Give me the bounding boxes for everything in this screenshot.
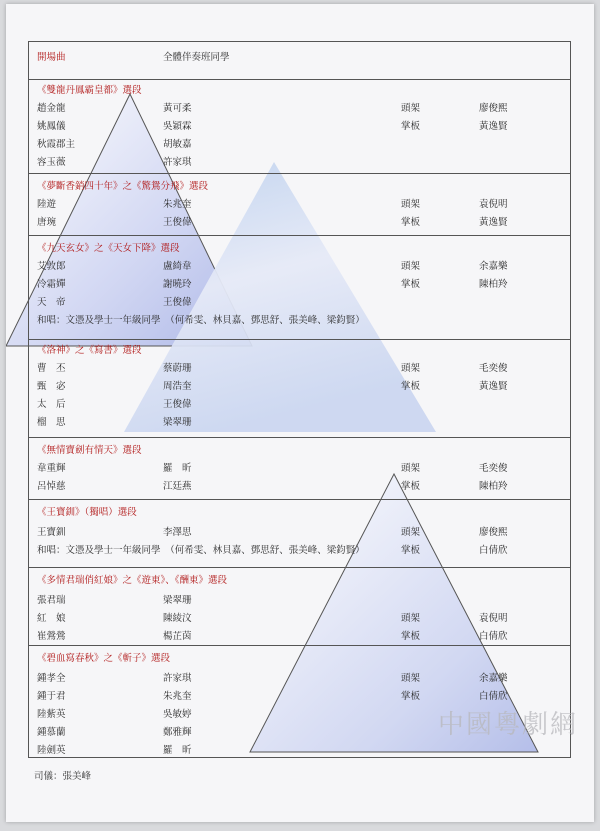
musician: 陳柏羚 [479,481,508,492]
role: 鍾孝全 [37,673,66,684]
actor: 胡敏嘉 [163,139,192,150]
musician: 袁倪明 [479,613,508,624]
section-title: 《碧血寫春秋》之《斬子》選段 [37,653,171,664]
instrument: 頭架 [401,103,421,114]
section-1 [28,80,571,174]
musician: 白倩欣 [479,545,508,556]
actor: 許家琪 [163,673,192,684]
musician: 余嘉樂 [479,673,508,684]
instrument: 頭架 [401,463,421,474]
program-table [28,41,571,758]
role: 甄 宓 [37,381,66,392]
actor: 盧綺韋 [163,261,192,272]
role: 容玉薇 [37,157,66,168]
site-watermark: 中國粵劇網 [438,710,579,740]
section-6 [28,500,571,568]
musician: 廖俊熙 [479,103,508,114]
musician: 黃逸賢 [479,121,508,132]
instrument: 頭架 [401,363,421,374]
actor: 朱兆奎 [163,691,192,702]
musician: 廖俊熙 [479,527,508,538]
section-title: 《洛神》之《寫書》選段 [37,345,142,356]
actor: 羅 昕 [163,463,192,474]
actor: 王俊偉 [163,217,192,228]
role: 陸劍英 [37,745,66,756]
section-title: 《雙龍丹鳳霸皇都》選段 [37,85,142,96]
instrument: 掌板 [401,279,421,290]
actor: 黃可柔 [163,103,192,114]
instrument: 頭架 [401,261,421,272]
actor: 楊芷茵 [163,631,192,642]
actor: 羅 昕 [163,745,192,756]
opening-section [28,42,571,80]
actor: 蔡蔚珊 [163,363,192,374]
role: 姚鳳儀 [37,121,66,132]
chorus-line: 和唱：文憑及學士一年級同學 （何希雯、林貝嘉、鄧思舒、張美峰、梁鈞賢） [37,545,365,556]
actor: 周浩奎 [163,381,192,392]
role: 王寶釧 [37,527,66,538]
section-title: 《多情君瑞俏紅娘》之《遊東》、《酬東》選段 [37,575,228,586]
section-title: 《王寶釧》（獨唱）選段 [37,507,137,518]
section-title: 《九天玄女》之《天女下降》選段 [37,243,180,254]
actor: 吳敏婷 [163,709,192,720]
musician: 陳柏羚 [479,279,508,290]
instrument: 掌板 [401,121,421,132]
musician: 余嘉樂 [479,261,508,272]
instrument: 頭架 [401,613,421,624]
opening-label: 開場曲 [37,52,66,63]
role: 秋霞郡主 [37,139,76,150]
role: 唐琬 [37,217,57,228]
section-title: 《無情寶劍有情天》選段 [37,445,142,456]
role: 鍾于君 [37,691,66,702]
section-2 [28,174,571,236]
role: 陸遊 [37,199,57,210]
actor: 許家琪 [163,157,192,168]
instrument: 掌板 [401,545,421,556]
actor: 梁翠珊 [163,417,192,428]
role: 天 帝 [37,297,66,308]
actor: 梁翠珊 [163,595,192,606]
section-3 [28,236,571,340]
role: 鍾慕蘭 [37,727,66,738]
role: 趙金龍 [37,103,66,114]
role: 陸紫英 [37,709,66,720]
instrument: 掌板 [401,631,421,642]
actor: 朱兆奎 [163,199,192,210]
chorus-line: 和唱：文憑及學士一年級同學 （何希雯、林貝嘉、鄧思舒、張美峰、梁鈞賢） [37,315,365,326]
role: 艾敦郎 [37,261,66,272]
musician: 黃逸賢 [479,381,508,392]
actor: 謝曉玲 [163,279,192,290]
role: 紅 娘 [37,613,66,624]
instrument: 掌板 [401,691,421,702]
role: 冷霜嬋 [37,279,66,290]
mc-credit: 司儀：張美峰 [34,771,92,782]
section-7 [28,568,571,646]
actor: 陳綾汶 [163,613,192,624]
section-8 [28,646,571,758]
instrument: 掌板 [401,381,421,392]
musician: 毛奕俊 [479,363,508,374]
role: 太 后 [37,399,66,410]
role: 榴 思 [37,417,66,428]
actor: 吳穎霖 [163,121,192,132]
instrument: 掌板 [401,217,421,228]
role: 張君瑞 [37,595,66,606]
musician: 袁倪明 [479,199,508,210]
actor: 王俊偉 [163,297,192,308]
role: 崔鶯鶯 [37,631,66,642]
instrument: 掌板 [401,481,421,492]
section-title: 《夢斷香銷四十年》之《驚鴛分飛》選段 [37,181,209,192]
actor: 李澤思 [163,527,192,538]
musician: 白倩欣 [479,691,508,702]
program-sheet [6,4,594,822]
musician: 白倩欣 [479,631,508,642]
section-4 [28,340,571,438]
role: 韋重輝 [37,463,66,474]
musician: 黃逸賢 [479,217,508,228]
musician: 毛奕俊 [479,463,508,474]
section-5 [28,438,571,500]
actor: 鄭雅輝 [163,727,192,738]
opening-performers: 全體伴奏班同學 [163,52,230,63]
actor: 王俊偉 [163,399,192,410]
instrument: 頭架 [401,673,421,684]
instrument: 頭架 [401,199,421,210]
role: 曹 丕 [37,363,66,374]
instrument: 頭架 [401,527,421,538]
actor: 江廷燕 [163,481,192,492]
role: 呂悼慈 [37,481,66,492]
